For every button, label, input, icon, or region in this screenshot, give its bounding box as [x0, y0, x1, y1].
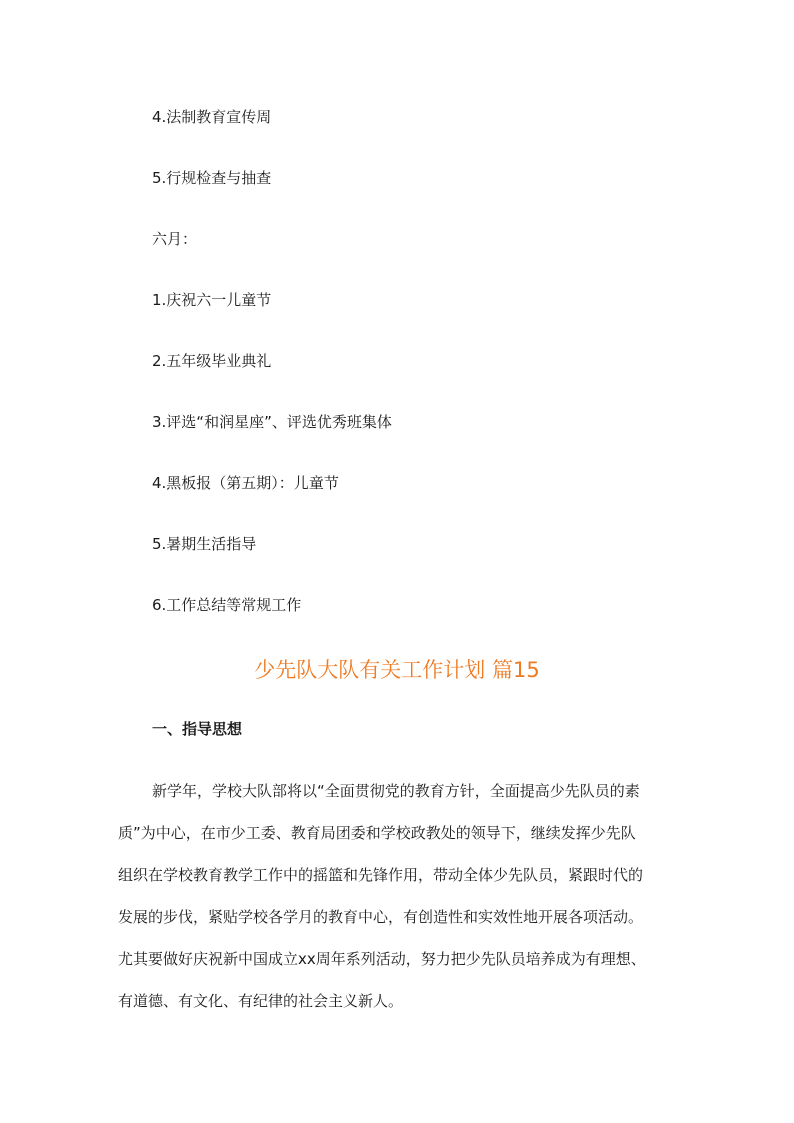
section-title: 少先队大队有关工作计划 篇15: [254, 658, 540, 682]
paragraph-line: 组织在学校教育教学工作中的摇篮和先锋作用，带动全体少先队员，紧跟时代的: [118, 866, 644, 884]
paragraph-line: 尤其要做好庆祝新中国成立xx周年系列活动，努力把少先队员培养成为有理想、: [118, 950, 646, 968]
list-item-conduct-inspection: 5.行规检查与抽查: [152, 169, 272, 187]
june-item-blackboard: 4.黑板报（第五期）：儿童节: [152, 474, 339, 492]
paragraph-line: 有道德、有文化、有纪律的社会主义新人。: [118, 992, 404, 1010]
section-heading: 一、指导思想: [152, 720, 243, 738]
guiding-paragraph: [118, 780, 678, 1032]
paragraph-line: 质”为中心，在市少工委、教育局团委和学校政教处的领导下，继续发挥少先队: [118, 824, 636, 842]
june-item-childrens-day: 1.庆祝六一儿童节: [152, 291, 272, 309]
june-item-summer-guidance: 5.暑期生活指导: [152, 535, 257, 553]
paragraph-line: 发展的步伐，紧贴学校各学月的教育中心，有创造性和实效性地开展各项活动。: [118, 908, 644, 926]
june-item-summary: 6.工作总结等常规工作: [152, 596, 302, 614]
paragraph-line: 新学年，学校大队部将以“全面贯彻党的教育方针，全面提高少先队员的素: [152, 782, 640, 800]
list-item-legal-education-week: 4.法制教育宣传周: [152, 108, 272, 126]
june-item-selection: 3.评选“和润星座”、评选优秀班集体: [152, 413, 392, 431]
month-label-june: 六月：: [152, 230, 198, 248]
june-item-graduation: 2.五年级毕业典礼: [152, 352, 272, 370]
